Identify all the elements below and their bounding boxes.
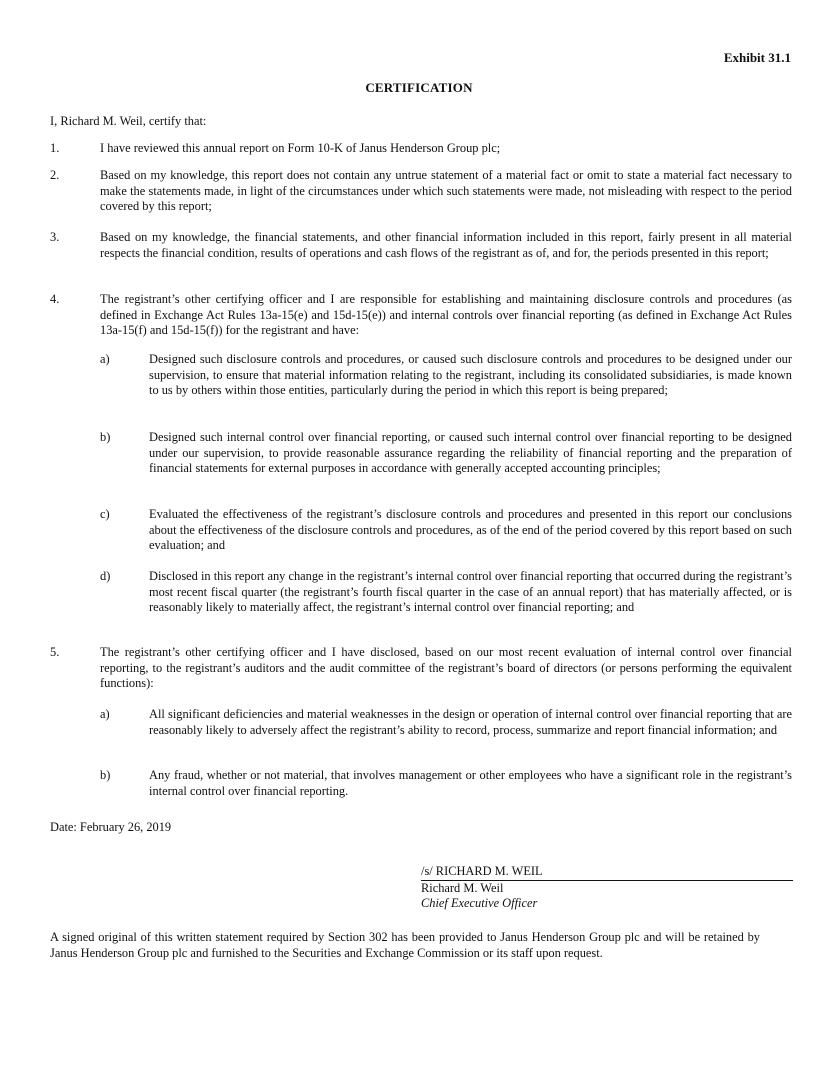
sub-item-text: Any fraud, whether or not material, that involves management or other employees who have a significant role in the registrant’s internal control over financial reporting. (149, 768, 792, 798)
date-line: Date: February 26, 2019 (50, 820, 172, 834)
item-number: 2. (50, 168, 60, 182)
sub-item-letter: b) (100, 768, 111, 782)
list-item (50, 230, 792, 261)
list-item (50, 292, 792, 339)
footer-note: A signed original of this written statement required by Section 302 has been provided to Janus Henderson Group plc and will be retained by Janus Henderson Group plc and furnished to the Securities and Exchange Commission or its staff upon request. (50, 930, 760, 960)
sub-list-item (100, 507, 792, 554)
exhibit-label: Exhibit 31.1 (723, 50, 791, 65)
sub-item-text: Designed such disclosure controls and procedures, or caused such disclosure controls and procedures to be designed under our supervision, to ensure that material information relating to the registrant, including its consolidated subsidiaries, is made known to us by others within those entities, particularly during the period in which this report is being prepared; (149, 352, 792, 398)
sub-item-letter: a) (100, 707, 110, 721)
signature-block (421, 864, 793, 912)
signer-title: Chief Executive Officer (421, 896, 538, 911)
sub-list-item (100, 707, 792, 738)
signer-name: Richard M. Weil (421, 880, 504, 895)
intro-text: I, Richard M. Weil, certify that: (50, 114, 207, 128)
signature-line: /s/ RICHARD M. WEIL (421, 864, 793, 881)
page-title: CERTIFICATION (365, 80, 473, 95)
sub-list-item (100, 352, 792, 399)
item-number: 4. (50, 292, 60, 306)
item-number: 3. (50, 230, 60, 244)
item-text: Based on my knowledge, this report does not contain any untrue statement of a material fact or omit to state a material fact necessary to make the statements made, in light of the circumstances under which such statements were made, not misleading with respect to the period covered by this report; (100, 168, 792, 214)
sub-item-text: Evaluated the effectiveness of the registrant’s disclosure controls and procedures and presented in this report our conclusions about the effectiveness of the disclosure controls and procedures, as of the end of the period covered by this report based on such evaluation; and (149, 507, 792, 553)
list-item (50, 141, 792, 157)
sub-item-text: All significant deficiencies and material weaknesses in the design or operation of internal control over financial reporting that are reasonably likely to adversely affect the registrant’s ability to record, process, summarize and report financial information; and (149, 707, 792, 737)
sub-list-item (100, 768, 792, 799)
sub-item-letter: d) (100, 569, 111, 583)
sub-item-text: Disclosed in this report any change in the registrant’s internal control over financial reporting that occurred during the registrant’s most recent fiscal quarter (the registrant’s fourth fiscal quarter in the case of an annual report) that has materially affected, or is reasonably likely to materially affect, the registrant’s internal control over financial reporting; and (149, 569, 792, 615)
sub-item-letter: b) (100, 430, 111, 444)
sub-item-text: Designed such internal control over financial reporting, or caused such internal control over financial reporting to be designed under our supervision, to provide reasonable assurance regarding the reliability of financial reporting and the preparation of financial statements for external purposes in accordance with generally accepted accounting principles; (149, 430, 792, 476)
item-number: 1. (50, 141, 60, 155)
item-text: The registrant’s other certifying officer and I are responsible for establishing and maintaining disclosure controls and procedures (as defined in Exchange Act Rules 13a-15(e) and 15d-15(e)) and internal controls over financial reporting (as defined in Exchange Act Rules 13a-15(f) and 15d-15(f)) for the registrant and have: (100, 292, 792, 338)
item-text: The registrant’s other certifying officer and I have disclosed, based on our most recent evaluation of internal control over financial reporting, to the registrant’s auditors and the audit committee of the registrant’s board of directors (or persons performing the equivalent functions): (100, 645, 792, 691)
list-item (50, 168, 792, 215)
list-item (50, 645, 792, 692)
sub-list-item (100, 569, 792, 616)
sub-list-item (100, 430, 792, 477)
item-number: 5. (50, 645, 60, 659)
sub-item-letter: c) (100, 507, 110, 521)
sub-item-letter: a) (100, 352, 110, 366)
item-text: I have reviewed this annual report on Form 10-K of Janus Henderson Group plc; (100, 141, 501, 155)
item-text: Based on my knowledge, the financial statements, and other financial information included in this report, fairly present in all material respects the financial condition, results of operations and cash flows of the registrant as of, and for, the periods presented in this report; (100, 230, 792, 260)
